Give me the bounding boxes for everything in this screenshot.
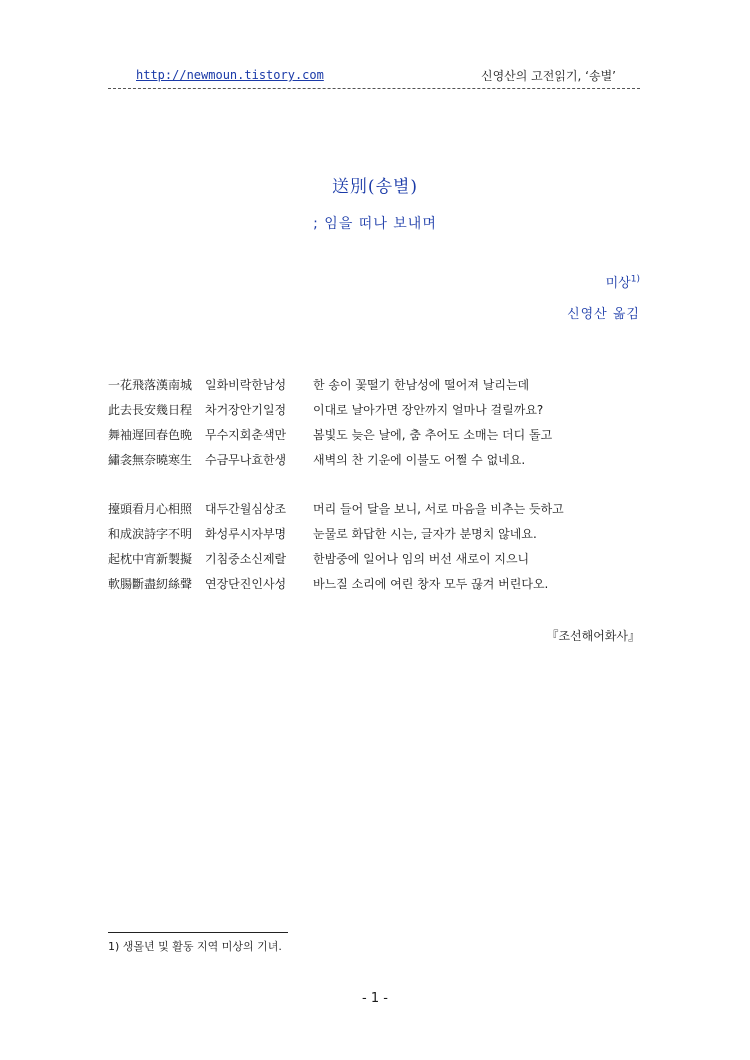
poem-reading: 연장단진인사성 bbox=[205, 577, 287, 591]
poem-reading: 기침중소신제랄 bbox=[205, 552, 287, 566]
poem-line bbox=[108, 525, 648, 550]
footnote-reference[interactable]: 1) bbox=[630, 274, 640, 285]
poem-translation: 한밤중에 일어나 임의 버선 새로이 지으니 bbox=[313, 552, 530, 566]
poem-hanja: 此去長安幾日程 bbox=[108, 403, 193, 417]
poem-line bbox=[108, 401, 648, 426]
poem-reading: 대두간월심상조 bbox=[205, 502, 287, 516]
poem-reading: 수금무나효한생 bbox=[205, 453, 287, 467]
header-title: 신영산의 고전읽기, ‘송별’ bbox=[481, 69, 616, 83]
poem-translation: 바느질 소리에 여린 창자 모두 끊겨 버린다오. bbox=[313, 577, 549, 591]
page-number: - 1 - bbox=[362, 991, 388, 1006]
document-title: 送別(송별) bbox=[331, 177, 419, 197]
poem-translation: 봄빛도 늦은 날에, 춤 추어도 소매는 더디 돌고 bbox=[313, 428, 553, 442]
poem-line bbox=[108, 451, 648, 476]
poem-hanja: 軟腸斷盡紉絲聲 bbox=[108, 577, 193, 591]
poem-hanja: 繡衾無奈曉寒生 bbox=[108, 453, 193, 467]
poem-hanja: 擡頭看月心相照 bbox=[108, 502, 193, 516]
poem-hanja: 和成涙詩字不明 bbox=[108, 527, 193, 541]
translator: 신영산 옮김 bbox=[567, 307, 640, 322]
poem-line bbox=[108, 550, 648, 575]
poem-hanja: 起枕中宵新製擬 bbox=[108, 552, 193, 566]
poem-translation: 이대로 날아가면 장안까지 얼마나 걸릴까요? bbox=[313, 403, 544, 417]
poem-line bbox=[108, 376, 648, 401]
page-header bbox=[108, 66, 640, 90]
poem-translation: 새벽의 찬 기운에 이불도 어쩔 수 없네요. bbox=[313, 453, 526, 467]
poem-reading: 화성루시자부명 bbox=[205, 527, 287, 541]
poem-line bbox=[108, 426, 648, 451]
poem-stanza-1 bbox=[108, 376, 648, 476]
poem-stanza-2 bbox=[108, 500, 648, 600]
poem-reading: 일화비락한남성 bbox=[205, 378, 287, 392]
poem-translation: 눈물로 화답한 시는, 글자가 분명치 않네요. bbox=[313, 527, 537, 541]
poem-translation: 머리 들어 달을 보니, 서로 마음을 비추는 듯하고 bbox=[313, 502, 564, 516]
poem-reading: 차거장안기일정 bbox=[205, 403, 287, 417]
poem-hanja: 一花飛落漢南城 bbox=[108, 378, 193, 392]
poem-reading: 무수지회춘색만 bbox=[205, 428, 287, 442]
document-subtitle: ; 임을 떠나 보내며 bbox=[313, 216, 437, 232]
source-citation: 『조선해어화사』 bbox=[546, 629, 640, 643]
poem-line bbox=[108, 575, 648, 600]
header-url-link[interactable]: http://newmoun.tistory.com bbox=[136, 68, 324, 82]
header-divider bbox=[108, 88, 640, 89]
footnote: 1) 생몰년 및 활동 지역 미상의 기녀. bbox=[108, 940, 282, 953]
author bbox=[606, 272, 640, 291]
poem-translation: 한 송이 꽃떨기 한남성에 떨어져 날리는데 bbox=[313, 378, 530, 392]
author-name: 미상 bbox=[605, 276, 631, 291]
footnote-divider bbox=[108, 932, 288, 933]
poem-line bbox=[108, 500, 648, 525]
poem-hanja: 舞袖遅回春色晩 bbox=[108, 428, 193, 442]
